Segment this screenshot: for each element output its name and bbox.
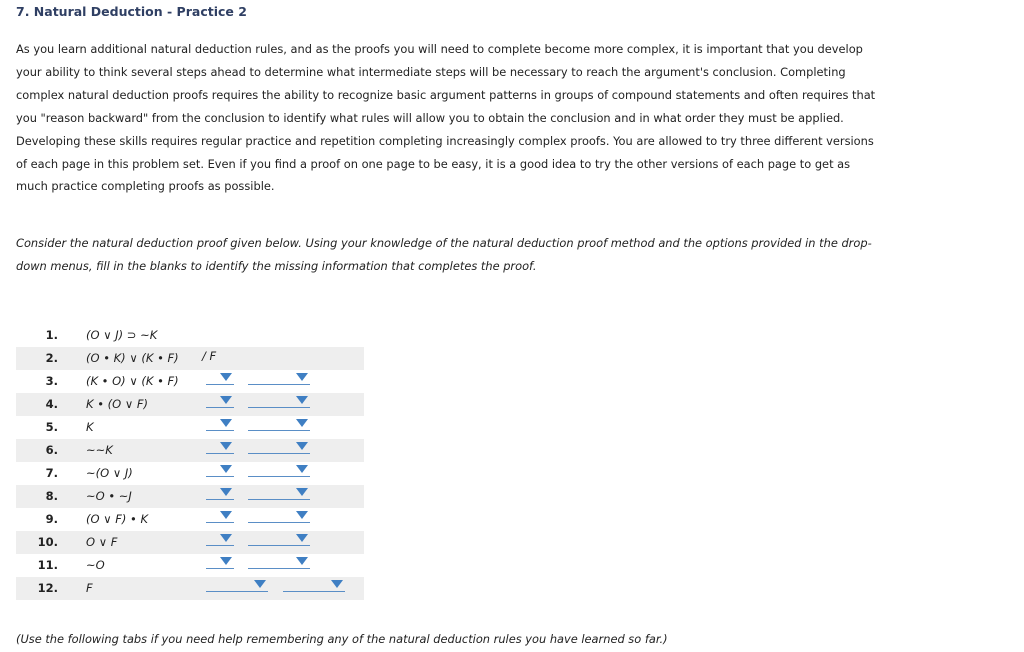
line-number: 11. — [37, 558, 58, 572]
line-number: 7. — [45, 466, 58, 480]
proof-line-11 — [16, 554, 364, 577]
chevron-down-icon — [296, 488, 308, 496]
line-3-reference-dropdown[interactable] — [206, 370, 234, 385]
line-formula: O ∨ F — [86, 535, 118, 549]
chevron-down-icon — [220, 488, 232, 496]
line-number: 6. — [45, 443, 58, 457]
line-number: 9. — [45, 512, 58, 526]
chevron-down-icon — [296, 557, 308, 565]
chevron-down-icon — [220, 557, 232, 565]
intro-paragraph: As you learn additional natural deduction rules, and as the proofs you will need to complete become more complex, it is important that you develop your ability to think several steps ahead to determine what intermediate steps will be necessary to reach the argument's conclusion. Completing complex natural deduction proofs requires the ability to recognize basic argument patterns in groups of compound statements and often requires that you "reason backward" from the conclusion to identify what rules will allow you to obtain the conclusion and in what order they must be applied. Developing these skills requires regular practice and repetition completing increasingly complex proofs. You are allowed to try three different versions of each page in this problem set. Even if you find a proof on one page to be easy, it is a good idea to try the other versions of each page to get as much practice completing proofs as possible. — [16, 42, 876, 194]
line-number: 12. — [37, 581, 58, 595]
chevron-down-icon — [296, 534, 308, 542]
line-formula: (O ∨ F) • K — [86, 512, 149, 526]
line-formula: ~(O ∨ J) — [86, 466, 133, 480]
line-formula: K — [86, 420, 94, 434]
chevron-down-icon — [220, 373, 232, 381]
line-5-reference-dropdown[interactable] — [206, 416, 234, 431]
chevron-down-icon — [220, 396, 232, 404]
proof-line-8 — [16, 485, 364, 508]
line-formula: (K • O) ∨ (K • F) — [86, 374, 179, 388]
line-6-reference-dropdown[interactable] — [206, 439, 234, 454]
chevron-down-icon — [296, 465, 308, 473]
help-tabs-note: (Use the following tabs if you need help remembering any of the natural deduction rules you have learned so far.) — [16, 632, 668, 646]
line-11-reference-dropdown[interactable] — [206, 554, 234, 569]
page-title: 7. Natural Deduction - Practice 2 — [16, 4, 247, 19]
line-10-rule-dropdown[interactable] — [248, 531, 310, 546]
line-formula: (O ∨ J) ⊃ ~K — [86, 328, 158, 342]
proof-line-4 — [16, 393, 364, 416]
chevron-down-icon — [220, 442, 232, 450]
chevron-down-icon — [220, 419, 232, 427]
line-formula: ~O — [86, 558, 105, 572]
chevron-down-icon — [220, 465, 232, 473]
proof-line-10 — [16, 531, 364, 554]
line-9-reference-dropdown[interactable] — [206, 508, 234, 523]
chevron-down-icon — [254, 580, 266, 588]
line-number: 4. — [45, 397, 58, 411]
proof-table — [16, 324, 364, 600]
instructions-paragraph: Consider the natural deduction proof given below. Using your knowledge of the natural deduction proof method and the options provided in the drop- down menus, fill in the blanks to identify the missing information that completes the proof. — [16, 236, 872, 273]
chevron-down-icon — [220, 534, 232, 542]
chevron-down-icon — [296, 442, 308, 450]
line-formula: F — [86, 581, 93, 595]
line-8-reference-dropdown[interactable] — [206, 485, 234, 500]
line-number: 5. — [45, 420, 58, 434]
line-7-reference-dropdown[interactable] — [206, 462, 234, 477]
chevron-down-icon — [331, 580, 343, 588]
chevron-down-icon — [220, 511, 232, 519]
line-9-rule-dropdown[interactable] — [248, 508, 310, 523]
proof-line-7 — [16, 462, 364, 485]
proof-line-6 — [16, 439, 364, 462]
proof-line-3 — [16, 370, 364, 393]
proof-line-1 — [16, 324, 364, 347]
line-7-rule-dropdown[interactable] — [248, 462, 310, 477]
line-number: 10. — [37, 535, 58, 549]
conclusion-label: / F — [202, 349, 217, 363]
proof-line-12 — [16, 577, 364, 600]
line-3-rule-dropdown[interactable] — [248, 370, 310, 385]
line-12-reference-dropdown[interactable] — [206, 577, 268, 592]
proof-line-9 — [16, 508, 364, 531]
line-4-rule-dropdown[interactable] — [248, 393, 310, 408]
line-number: 2. — [45, 351, 58, 365]
chevron-down-icon — [296, 511, 308, 519]
line-4-reference-dropdown[interactable] — [206, 393, 234, 408]
chevron-down-icon — [296, 396, 308, 404]
chevron-down-icon — [296, 419, 308, 427]
line-11-rule-dropdown[interactable] — [248, 554, 310, 569]
proof-line-5 — [16, 416, 364, 439]
line-formula: K • (O ∨ F) — [86, 397, 149, 411]
line-number: 3. — [45, 374, 58, 388]
line-number: 1. — [45, 328, 58, 342]
line-8-rule-dropdown[interactable] — [248, 485, 310, 500]
proof-line-2 — [16, 347, 364, 370]
line-6-rule-dropdown[interactable] — [248, 439, 310, 454]
line-10-reference-dropdown[interactable] — [206, 531, 234, 546]
line-12-rule-dropdown[interactable] — [283, 577, 345, 592]
line-number: 8. — [45, 489, 58, 503]
line-formula: ~~K — [86, 443, 113, 457]
line-formula: ~O • ~J — [86, 489, 132, 503]
line-formula: (O • K) ∨ (K • F) — [86, 351, 179, 365]
line-5-rule-dropdown[interactable] — [248, 416, 310, 431]
chevron-down-icon — [296, 373, 308, 381]
